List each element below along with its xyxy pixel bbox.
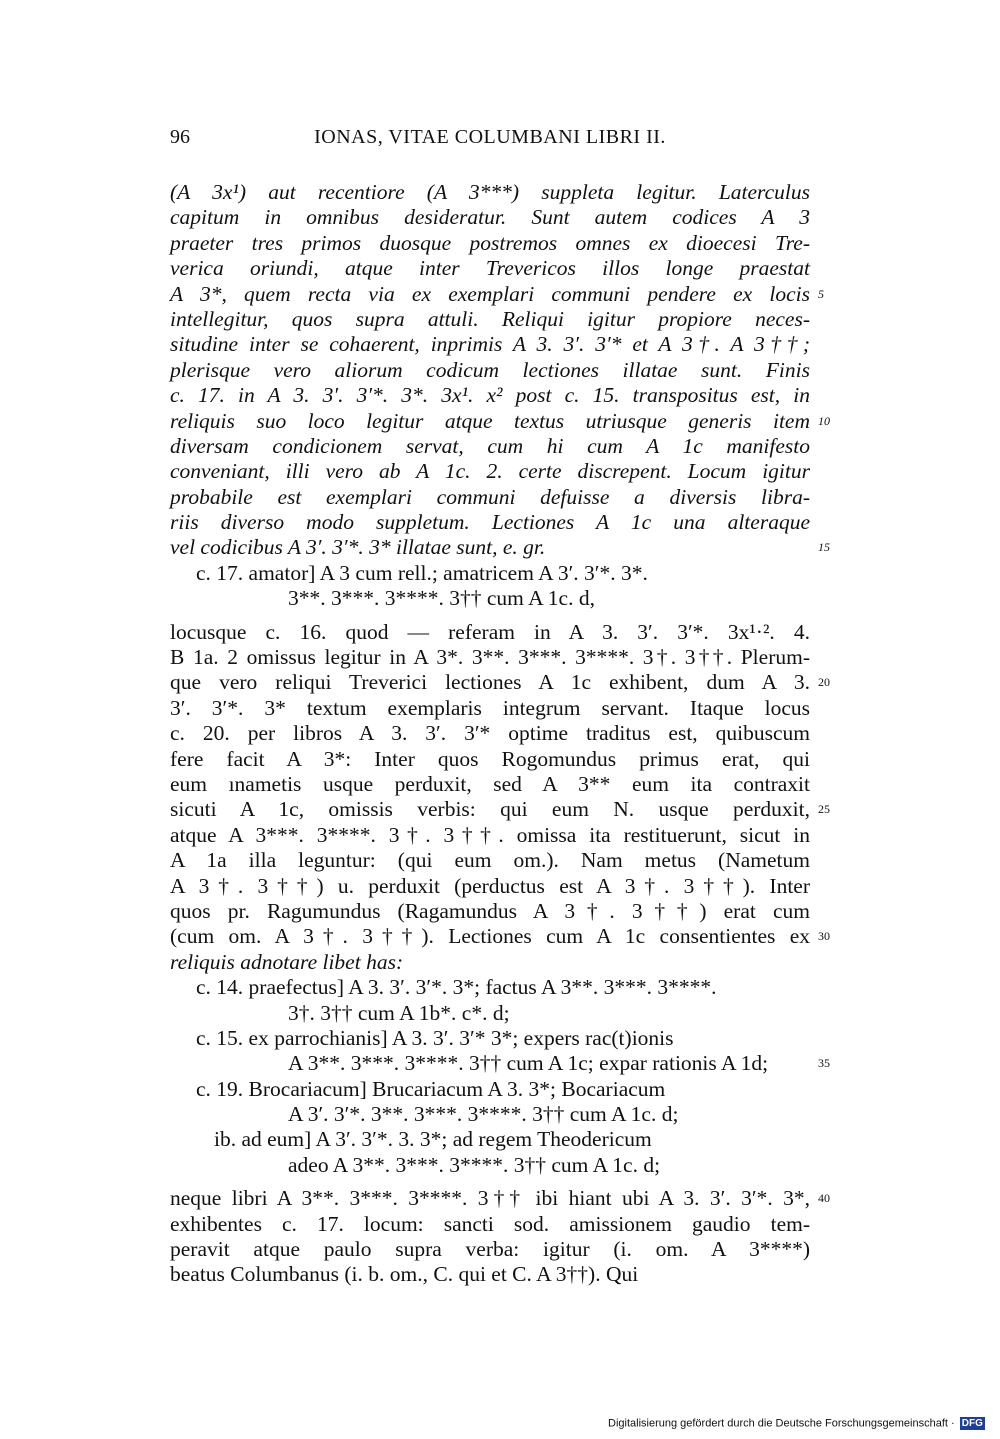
text-line (170, 1153, 810, 1178)
line-text: eum ınametis usque perduxit, sed A 3** eum ita contraxit (170, 771, 810, 796)
text-line (170, 256, 810, 281)
page-body (170, 180, 830, 1288)
text-line (170, 899, 810, 924)
line-text: situdine inter se cohaerent, inprimis A 3. 3′. 3′* et A 3†. A 3††; (170, 332, 810, 357)
text-line (170, 924, 830, 949)
text-line (170, 772, 810, 797)
text-line (170, 1102, 810, 1127)
line-text: praeter tres primos duosque postremos omnes ex dioecesi Tre- (170, 230, 810, 255)
line-text: neque libri A 3**. 3***. 3****. 3†† ibi hiant ubi A 3. 3′. 3′*. 3*, (170, 1186, 810, 1211)
line-text: adeo A 3**. 3***. 3****. 3†† cum A 1c. d; (288, 1152, 661, 1177)
line-number: 20 (818, 675, 830, 690)
line-text: plerisque vero aliorum codicum lectiones illatae sunt. Finis (170, 357, 810, 382)
text-line (170, 645, 810, 670)
line-number: 40 (818, 1191, 830, 1206)
text-line (170, 205, 810, 230)
text-line (170, 1001, 810, 1026)
text-line (170, 1127, 810, 1152)
line-text: 3†. 3†† cum A 1b*. c*. d; (288, 1000, 510, 1025)
line-text: peravit atque paulo supra verba: igitur (i. om. A 3****) (170, 1237, 810, 1262)
line-number: 10 (818, 413, 830, 428)
line-text: locusque c. 16. quod — referam in A 3. 3′. 3′*. 3x¹·². 4. (170, 619, 810, 644)
running-header (170, 126, 810, 156)
text-line (170, 747, 810, 772)
line-text: A 3**. 3***. 3****. 3†† cum A 1c; expar rationis A 1d; (288, 1051, 769, 1076)
text-line (170, 1077, 810, 1102)
text-line (170, 1051, 830, 1076)
text-line (170, 307, 810, 332)
text-line (170, 358, 810, 383)
line-text: sicuti A 1c, omissis verbis: qui eum N. usque perduxit, (170, 797, 810, 822)
line-text: ib. ad eum] A 3′. 3′*. 3. 3*; ad regem Theodericum (214, 1127, 652, 1152)
line-text: quos pr. Ragumundus (Ragamundus A 3†. 3††) erat cum (170, 898, 810, 923)
text-line (170, 721, 810, 746)
line-text: probabile est exemplari communi defuisse a diversis libra- (170, 484, 810, 509)
page-number: 96 (170, 126, 190, 148)
line-text: A 3†. 3††) u. perduxit (perductus est A 3†. 3††). Inter (170, 873, 810, 898)
text-line (170, 950, 810, 975)
line-number: 5 (818, 286, 824, 301)
line-text: c. 15. ex parrochianis] A 3. 3′. 3′* 3*; expers rac(t)ionis (196, 1025, 674, 1050)
line-text: c. 14. praefectus] A 3. 3′. 3′*. 3*; factus A 3**. 3***. 3****. (196, 975, 717, 1000)
text-line (170, 1026, 810, 1051)
line-text: verica oriundi, atque inter Trevericos illos longe praestat (170, 256, 810, 281)
text-line (170, 510, 810, 535)
line-text: c. 17. in A 3. 3′. 3′*. 3*. 3x¹. x² post c. 15. transpositus est, in (170, 383, 810, 408)
line-text: 3**. 3***. 3****. 3†† cum A 1c. d, (288, 586, 595, 611)
line-text: A 1a illa leguntur: (qui eum om.). Nam metus (Nametum (170, 848, 810, 873)
dfg-logo: DFG (961, 1418, 983, 1429)
line-text: atque A 3***. 3****. 3†. 3††. omissa ita restituerunt, sicut in (170, 822, 810, 847)
text-line (170, 332, 810, 357)
text-line (170, 180, 810, 205)
text-line (170, 874, 810, 899)
line-text: vel codicibus A 3′. 3′*. 3* illatae sunt, e. gr. (170, 535, 546, 560)
footer-text: Digitalisierung gefördert durch die Deutsche Forschungsgemeinschaft · (608, 1417, 955, 1430)
line-text: A 3*, quem recta via ex exemplari communi pendere ex locis (170, 281, 810, 306)
text-line (170, 670, 830, 695)
line-text: c. 17. amator] A 3 cum rell.; amatricem A 3′. 3′*. 3*. (196, 560, 648, 585)
line-text: reliquis adnotare libet has: (170, 949, 404, 974)
line-text: c. 19. Brocariacum] Brucariacum A 3. 3*; Bocariacum (196, 1076, 666, 1101)
text-line (170, 848, 810, 873)
line-text: diversam condicionem servat, cum hi cum A 1c manifesto (170, 433, 810, 458)
text-line (170, 696, 810, 721)
text-line (170, 1237, 810, 1262)
text-line (170, 231, 810, 256)
text-line (170, 485, 810, 510)
text-line (170, 281, 824, 307)
text-line (170, 459, 810, 484)
running-title: IONAS, VITAE COLUMBANI LIBRI II. (314, 126, 666, 148)
line-text: exhibentes c. 17. locum: sancti sod. amissionem gaudio tem- (170, 1211, 810, 1236)
line-text: fere facit A 3*: Inter quos Rogomundus primus erat, qui (170, 746, 810, 771)
text-line (170, 434, 810, 459)
line-number: 30 (818, 929, 830, 944)
line-text: intellegitur, quos supra attuli. Reliqui igitur propiore neces- (170, 306, 810, 331)
text-line (170, 383, 810, 408)
line-text: c. 20. per libros A 3. 3′. 3′* optime traditus est, quibuscum (170, 721, 810, 746)
line-number: 25 (818, 802, 830, 817)
text-line (170, 797, 830, 822)
text-line (170, 823, 810, 848)
text-line (170, 408, 830, 434)
text-line (170, 561, 810, 586)
text-line (170, 1212, 810, 1237)
text-line (170, 535, 830, 560)
footer-credit (608, 1417, 985, 1430)
line-text: riis diverso modo suppletum. Lectiones A 1c una alteraque (170, 510, 810, 535)
text-line (170, 620, 810, 645)
text-line (170, 975, 810, 1000)
text-line (170, 586, 810, 611)
line-text: reliquis suo loco legitur atque textus utriusque generis item (170, 408, 810, 433)
line-text: (cum om. A 3†. 3††). Lectiones cum A 1c consentientes ex (170, 924, 810, 949)
line-text: beatus Columbanus (i. b. om., C. qui et C. A 3††). Qui (170, 1262, 639, 1287)
line-text: conveniant, illi vero ab A 1c. 2. certe discrepent. Locum igitur (170, 459, 810, 484)
line-number: 35 (818, 1056, 830, 1071)
text-line (170, 1262, 810, 1287)
line-text: (A 3x¹) aut recentiore (A 3***) suppleta legitur. Laterculus (170, 180, 810, 204)
text-line (170, 1186, 830, 1211)
line-text: que vero reliqui Treverici lectiones A 1c exhibent, dum A 3. (170, 670, 810, 695)
line-text: A 3′. 3′*. 3**. 3***. 3****. 3†† cum A 1c. d; (288, 1102, 679, 1127)
line-text: B 1a. 2 omissus legitur in A 3*. 3**. 3***. 3****. 3†. 3††. Plerum- (170, 645, 810, 670)
line-number: 15 (818, 540, 830, 555)
line-text: 3′. 3′*. 3* textum exemplaris integrum servant. Itaque locus (170, 695, 810, 720)
line-text: capitum in omnibus desideratur. Sunt autem codices A 3 (170, 205, 810, 230)
